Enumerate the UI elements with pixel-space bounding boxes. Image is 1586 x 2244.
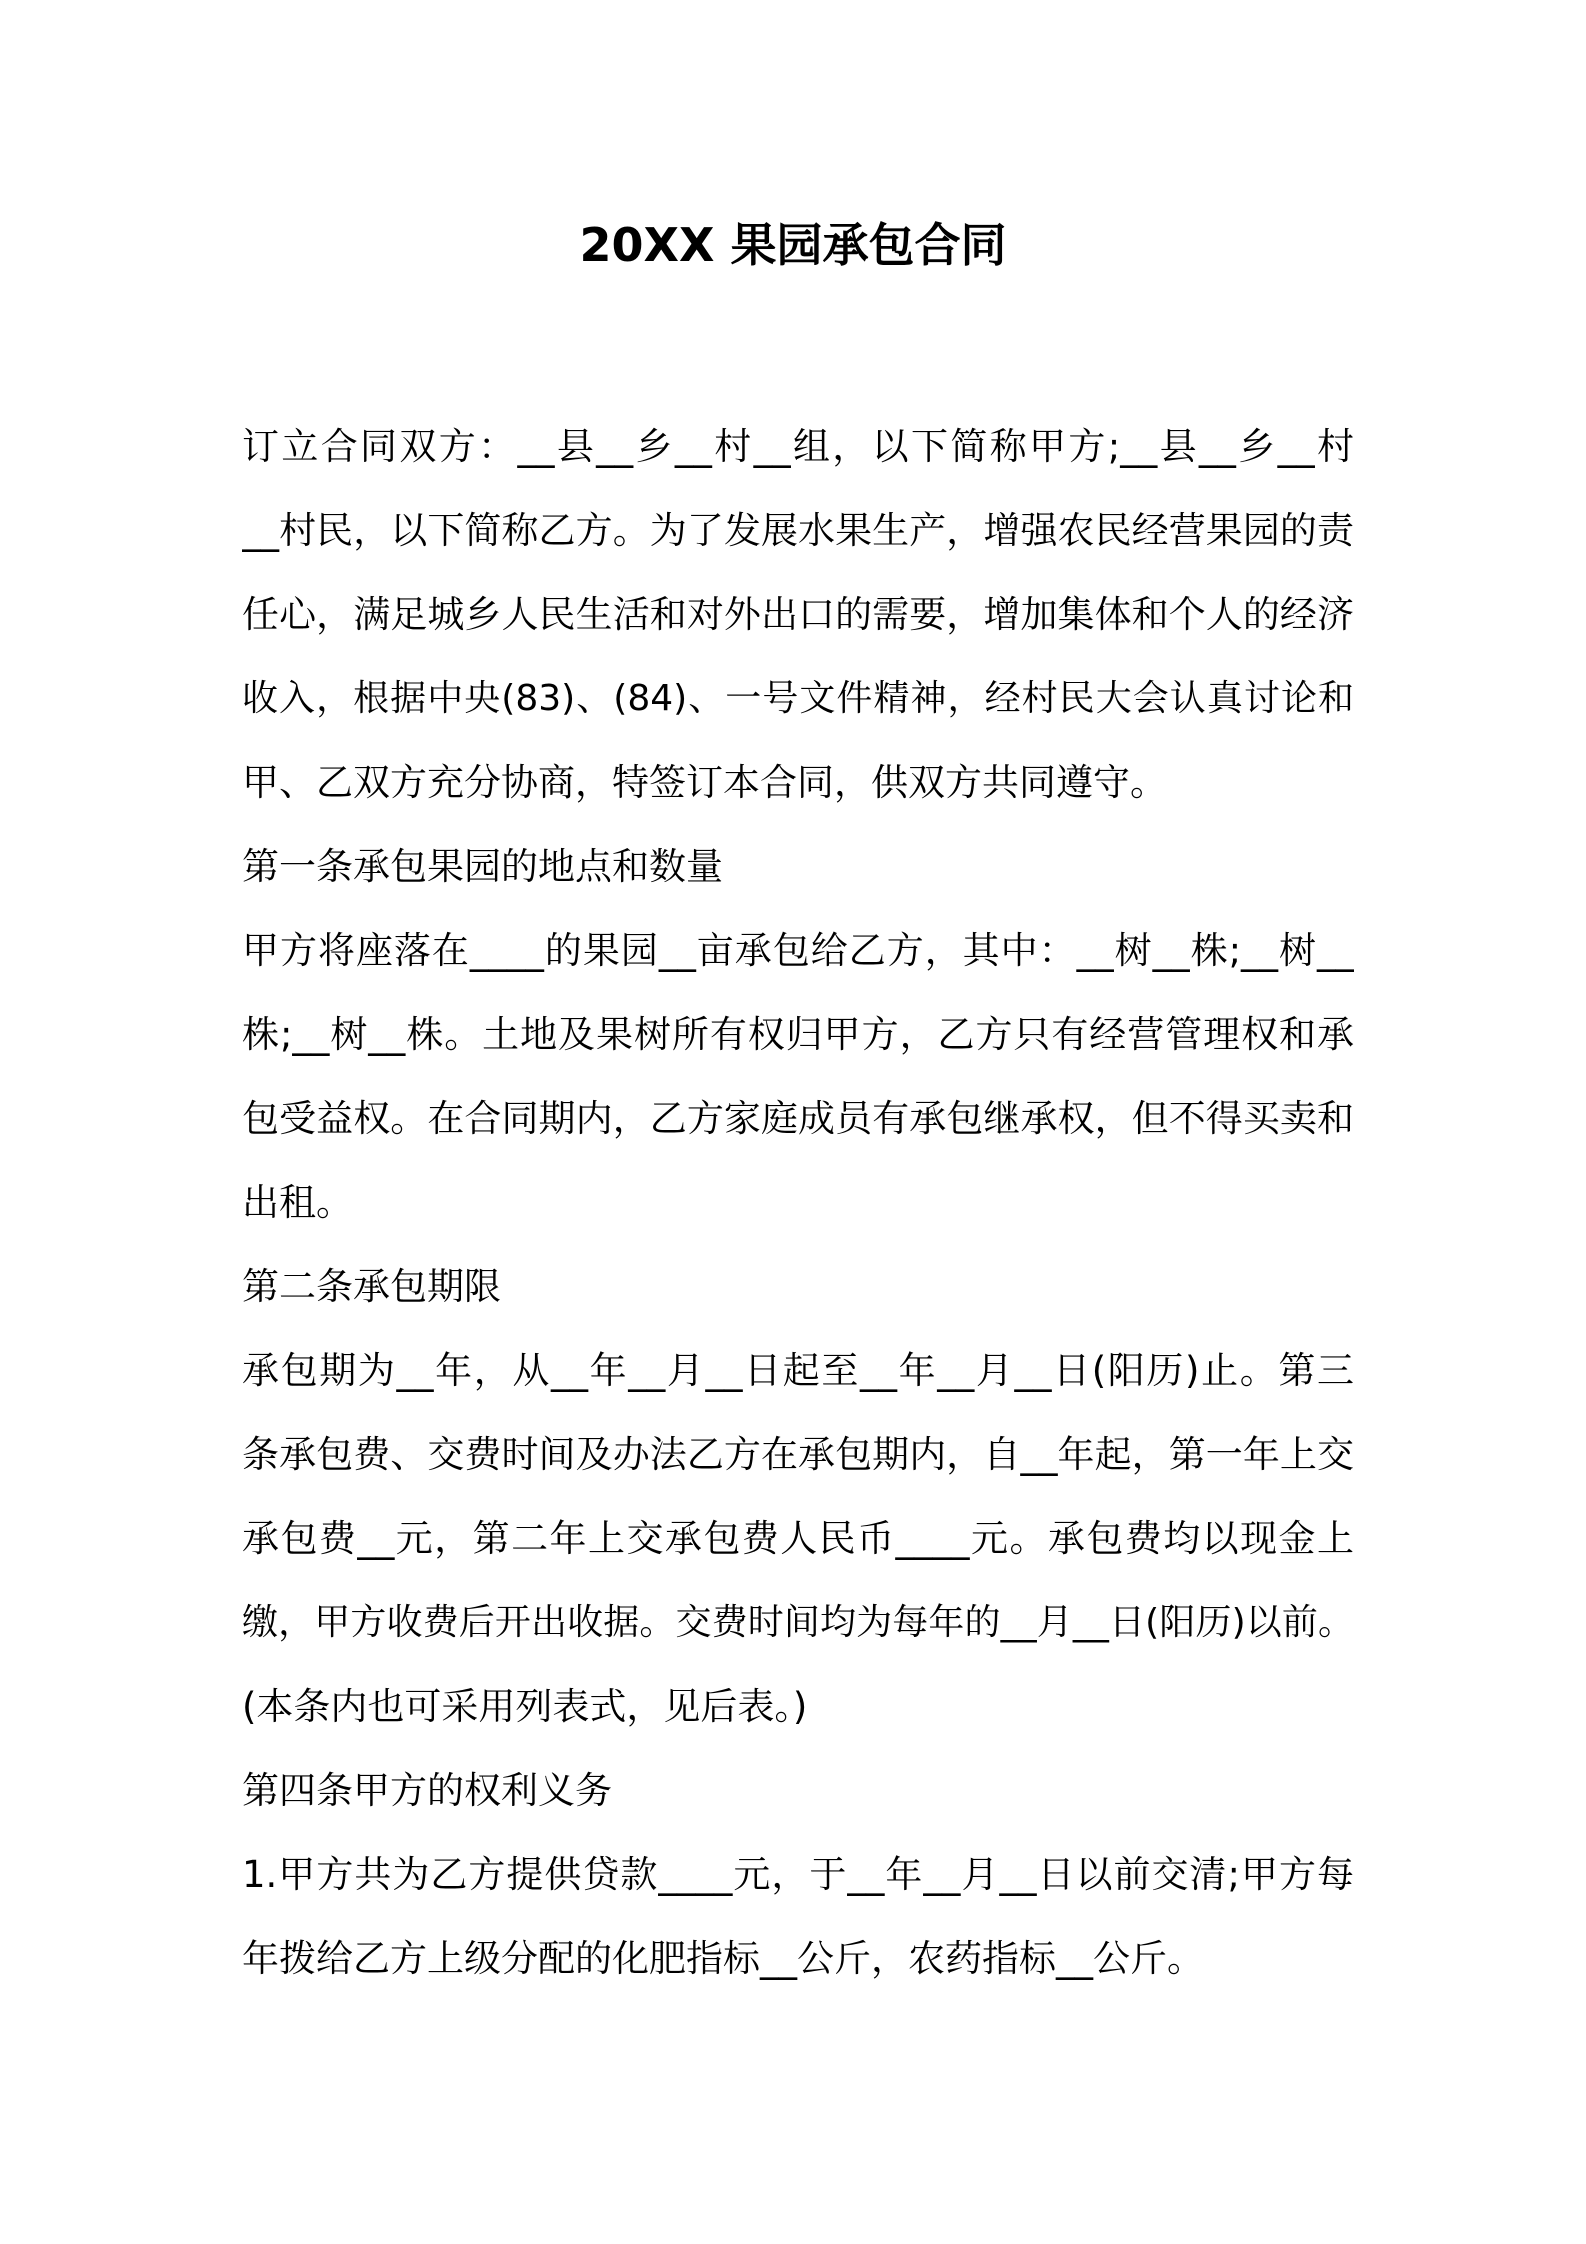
section-heading: 第一条承包果园的地点和数量 [242,845,723,888]
body-text-line: 订立合同双方：__县__乡__村__组，以下简称甲方;__县__乡__村 [242,425,1354,468]
document-title: 20XX 果园承包合同 [579,218,1007,272]
body-text-line: __村民，以下简称乙方。为了发展水果生产，增强农民经营果园的责 [242,509,1354,552]
body-text-line: 承包期为__年，从__年__月__日起至__年__月__日(阳历)止。第三 [242,1349,1354,1392]
body-text-line: 株;__树__株。土地及果树所有权归甲方，乙方只有经营管理权和承 [242,1013,1354,1056]
body-text-line: 任心，满足城乡人民生活和对外出口的需要，增加集体和个人的经济 [242,593,1354,636]
body-text-line: 出租。 [242,1181,353,1224]
body-text-line: 甲方将座落在____的果园__亩承包给乙方，其中：__树__株;__树__ [242,929,1354,972]
body-text-line: (本条内也可采用列表式，见后表。) [242,1685,808,1728]
body-text-line: 年拨给乙方上级分配的化肥指标__公斤，农药指标__公斤。 [242,1937,1204,1980]
section-heading: 第二条承包期限 [242,1265,501,1308]
document-body [242,405,1354,2001]
body-text-line: 甲、乙双方充分协商，特签订本合同，供双方共同遵守。 [242,761,1167,804]
section-heading: 第四条甲方的权利义务 [242,1769,612,1812]
body-text-line: 条承包费、交费时间及办法乙方在承包期内，自__年起，第一年上交 [242,1433,1354,1476]
body-text-line: 收入，根据中央(83)、(84)、一号文件精神，经村民大会认真讨论和 [242,678,1354,719]
body-text-line: 缴，甲方收费后开出收据。交费时间均为每年的__月__日(阳历)以前。 [242,1602,1354,1643]
body-text-line: 包受益权。在合同期内，乙方家庭成员有承包继承权，但不得买卖和 [242,1097,1354,1140]
body-text-line: 承包费__元，第二年上交承包费人民币____元。承包费均以现金上 [242,1517,1354,1560]
body-text-line: 1.甲方共为乙方提供贷款____元，于__年__月__日以前交清;甲方每 [242,1853,1354,1896]
